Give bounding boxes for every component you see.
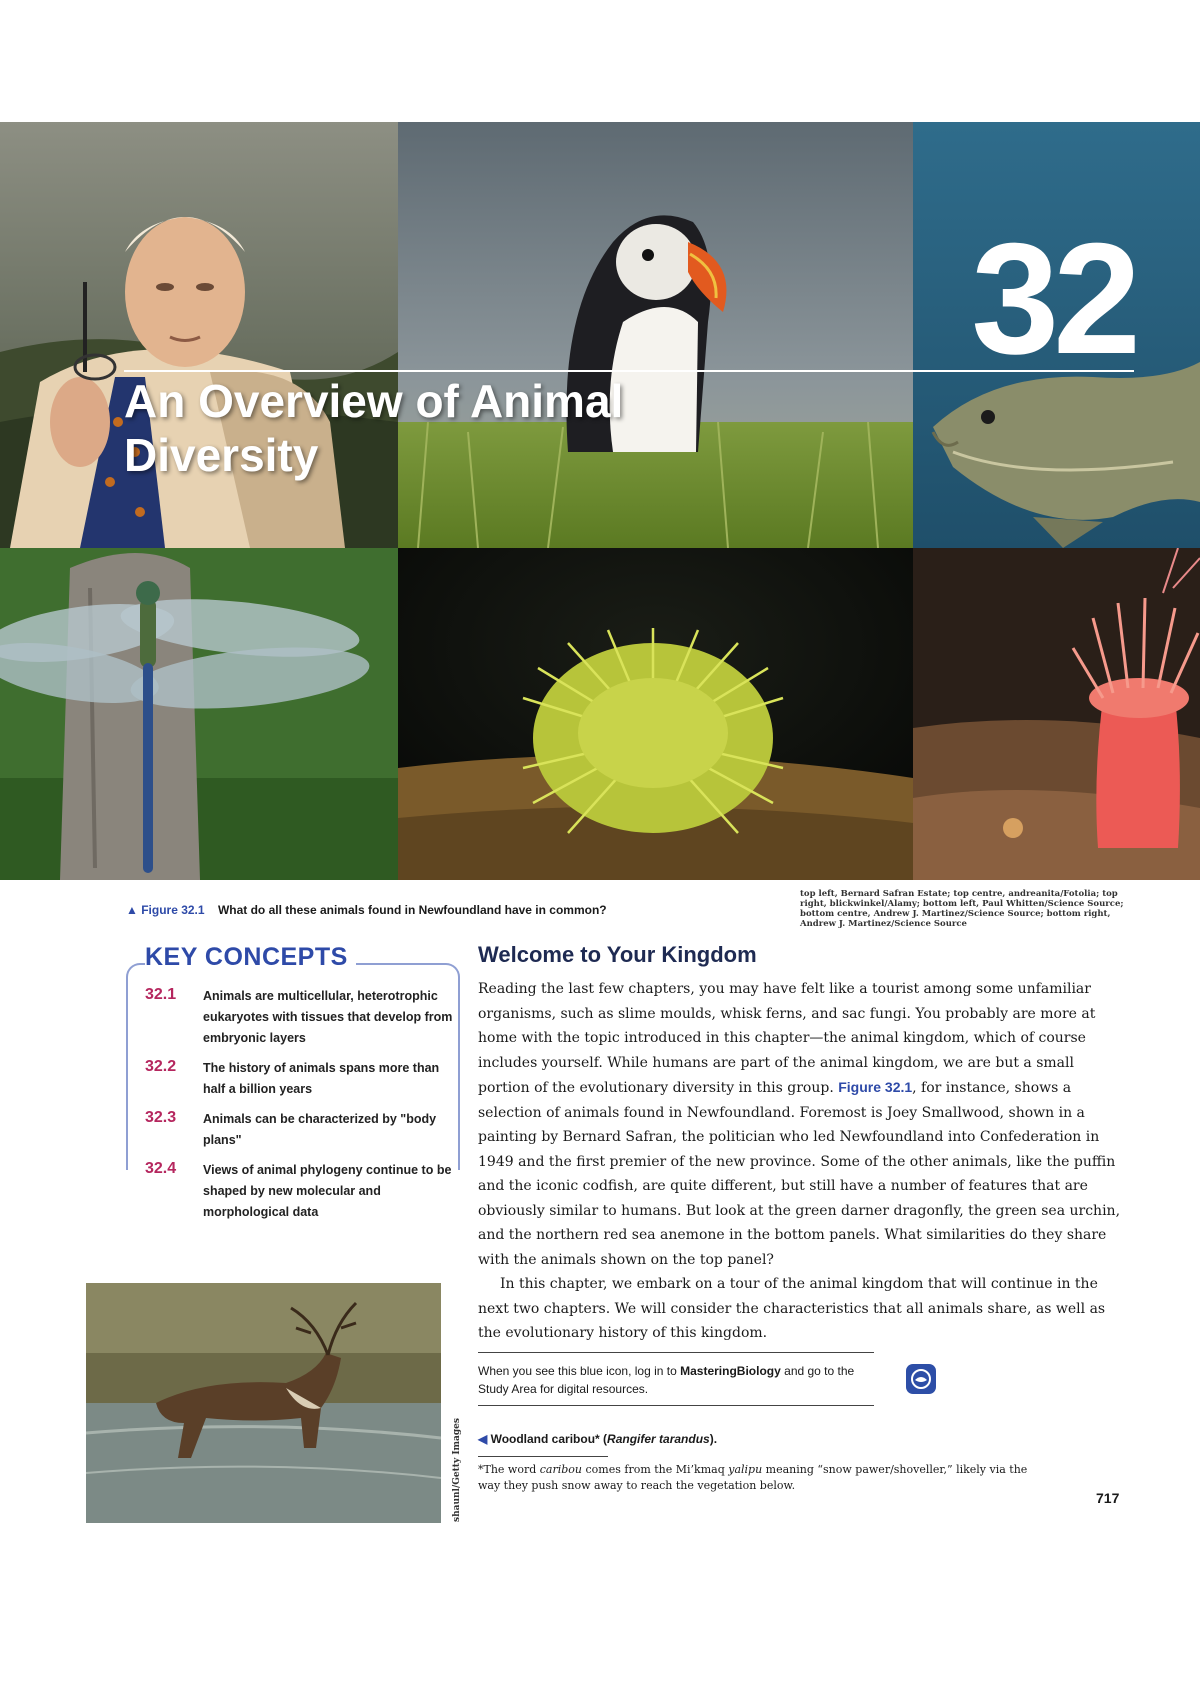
chapter-title xyxy=(124,374,764,482)
key-concept-item xyxy=(145,1058,455,1100)
footnote-term: caribou xyxy=(539,1463,583,1476)
body-text xyxy=(478,977,1130,1346)
figure-caption xyxy=(126,903,796,917)
photo-credits: top left, Bernard Safran Estate; top centre, andreanita/Fotolia; top right, blickwinkel/Alamy; bottom left, Paul Whitten/Science Source; bottom centre, Andrew J. Martinez/Science Source; bottom right, Andrew J. Martinez/Science Source xyxy=(800,889,1124,929)
figure-question: What do all these animals found in Newfoundland have in common? xyxy=(217,903,607,917)
key-concept-number: 32.1 xyxy=(145,986,177,1003)
caribou-photo xyxy=(86,1283,441,1523)
mastering-biology-icon[interactable] xyxy=(906,1364,936,1394)
caribou-species: Rangifer tarandus xyxy=(607,1432,710,1446)
mastering-top-rule xyxy=(478,1352,874,1353)
sea-anemone-photo xyxy=(913,548,1200,880)
dragonfly-photo xyxy=(0,548,398,880)
mastering-brand: MasteringBiology xyxy=(680,1364,781,1378)
puffin-photo xyxy=(398,122,913,548)
mastering-bottom-rule xyxy=(478,1405,874,1406)
footnote-text: meaning “snow pawer/shoveller,” likely via the way they push snow away to reach the vegetation below. xyxy=(478,1463,1028,1492)
figure-reference-link[interactable]: Figure 32.1 xyxy=(838,1079,913,1095)
footnote-rule xyxy=(478,1456,608,1457)
key-concept-number: 32.4 xyxy=(145,1160,177,1177)
chapter-title-line1: An Overview of Animal xyxy=(124,375,624,427)
mastering-text: and go to the Study Area for digital resources. xyxy=(478,1364,855,1396)
mastering-text: When you see this blue icon, log in to xyxy=(478,1364,681,1378)
key-concept-text: Views of animal phylogeny continue to be shaped by new molecular and morphological data xyxy=(203,1163,452,1219)
key-concept-item xyxy=(145,986,455,1049)
key-concept-item xyxy=(145,1109,455,1151)
key-concept-number: 32.2 xyxy=(145,1058,177,1075)
body-text-span: Reading the last few chapters, you may have felt like a tourist among some unfamiliar organisms, such as slime moulds, whisk ferns, and sac fungi. You probably are more at home with the topic introduced in this chapter—the animal kingdom, which of course includes yourself. While humans are part of the animal kingdom, we are but a small portion of the evolutionary diversity in this group. xyxy=(478,981,1096,1096)
footnote xyxy=(478,1462,1038,1494)
caribou-caption xyxy=(478,1432,978,1446)
key-concept-item xyxy=(145,1160,455,1223)
key-concept-number: 32.3 xyxy=(145,1109,177,1126)
body-text-span: , for instance, shows a selection of animals found in Newfoundland. Foremost is Joey Smallwood, shown in a painting by Bernard Safran, the politician who led Newfoundland into Confederation in 1949 and the first premier of the new province. Some of the other animals, like the puffin and the iconic codfish, are quite different, but still have a number of features that are obviously similar to humans. But look at the green darner dragonfly, the green sea urchin, and the northern red sea anemone in the bottom panels. What similarities do they share with the animals shown on the top panel? xyxy=(478,1080,1121,1268)
body-paragraph-2: In this chapter, we embark on a tour of the animal kingdom that will continue in the next two chapters. We will consider the characteristics that all animals share, as well as the evolutionary history of this kingdom. xyxy=(478,1276,1106,1341)
key-concept-text: Animals can be characterized by "body plans" xyxy=(203,1112,437,1147)
sea-urchin-photo xyxy=(398,548,913,880)
key-concept-text: Animals are multicellular, heterotrophic eukaryotes with tissues that develop from embryonic layers xyxy=(203,989,453,1045)
footnote-text: comes from the Mi’kmaq xyxy=(582,1463,729,1476)
mastering-note xyxy=(478,1362,858,1398)
section-heading: Welcome to Your Kingdom xyxy=(478,942,757,967)
caret-left-icon: ◀ xyxy=(478,1432,488,1446)
caribou-caption-end: ). xyxy=(709,1432,718,1446)
key-concepts-list xyxy=(145,986,455,1232)
page-number: 717 xyxy=(1096,1490,1120,1506)
footnote-term: yalipu xyxy=(728,1463,763,1476)
key-concepts-heading: KEY CONCEPTS xyxy=(145,943,356,972)
portrait-painting-photo xyxy=(0,122,398,548)
caribou-caption-text: Woodland caribou* ( xyxy=(490,1432,608,1446)
key-concept-text: The history of animals spans more than half a billion years xyxy=(203,1061,440,1096)
body-paragraph-1 xyxy=(478,977,1130,1272)
chapter-title-line2: Diversity xyxy=(124,429,319,481)
chapter-number: 32 xyxy=(971,211,1135,387)
caribou-photo-credit: shaunl/Getty Images xyxy=(452,1418,462,1522)
figure-label: ▲ Figure 32.1 xyxy=(126,903,205,917)
footnote-text: *The word xyxy=(478,1463,540,1476)
